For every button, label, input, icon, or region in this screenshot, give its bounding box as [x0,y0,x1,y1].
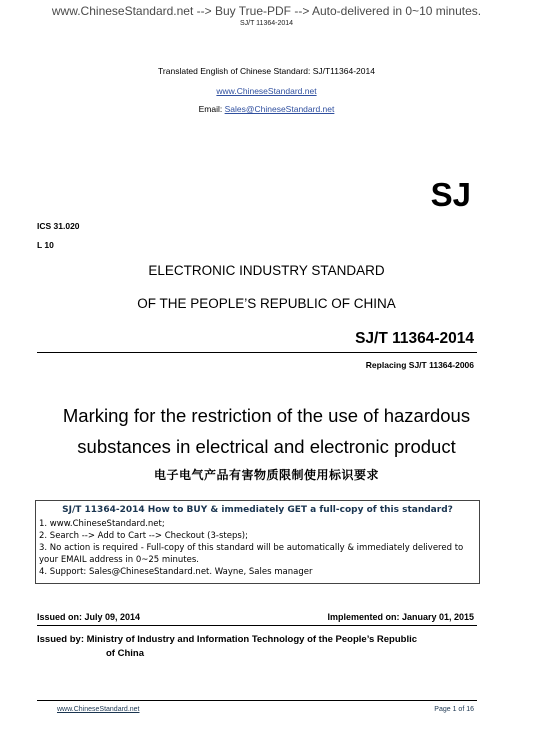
purchase-step: 4. Support: Sales@ChineseStandard.net. Wayne, Sales manager [39,567,313,577]
translated-note: Translated English of Chinese Standard: SJ/T11364-2014 [158,66,375,76]
purchase-info-box [35,500,480,584]
header-standard-code: SJ/T 11364-2014 [239,20,294,27]
purchase-step: 3. No action is required - Full-copy of this standard will be automatically & immediately delivered to [39,543,464,553]
standard-mark: SJ [430,176,471,213]
issued-date: Issued on: July 09, 2014 [37,612,141,622]
document-title [0,400,533,462]
classification-code: L 10 [37,240,54,250]
standard-type-line2: OF THE PEOPLE’S REPUBLIC OF CHINA [137,296,396,311]
document-title-line2: substances in electrical and electronic product [77,436,456,457]
purchase-box-heading: SJ/T 11364-2014 How to BUY & immediately GET a full-copy of this standard? [62,505,453,515]
purchase-steps-list [39,518,463,578]
standard-type-line1: ELECTRONIC INDUSTRY STANDARD [148,263,385,278]
purchase-step: 2. Search --> Add to Cart --> Checkout (3-steps); [39,531,248,541]
document-title-line1: Marking for the restriction of the use of hazardous [62,405,471,426]
email-link[interactable]: Sales@ChineseStandard.net [224,104,335,114]
replacing-note: Replacing SJ/T 11364-2006 [365,360,474,370]
issuer-line2: of China [106,648,144,659]
purchase-step: your EMAIL address in 0~25 minutes. [39,555,199,565]
title-divider [37,352,477,353]
footer-website-link[interactable]: www.ChineseStandard.net [57,706,140,713]
footer-divider [37,700,477,701]
page-number: Page 1 of 16 [434,706,474,713]
top-banner: www.ChineseStandard.net --> Buy True-PDF --> Auto-delivered in 0~10 minutes. [51,4,482,18]
website-link[interactable]: www.ChineseStandard.net [216,86,317,96]
purchase-step: 1. www.ChineseStandard.net; [39,519,165,529]
ics-code: ICS 31.020 [37,221,80,231]
issuer-line1: Issued by: Ministry of Industry and Information Technology of the People’s Republic [37,634,418,645]
email-line [0,104,533,114]
issuer-block [37,633,487,661]
implemented-date: Implemented on: January 01, 2015 [327,612,474,622]
email-label: Email: [198,104,225,114]
dates-row [37,612,474,622]
chinese-title: 电子电气产品有害物质限制使用标识要求 [153,468,379,482]
dates-divider [37,625,477,626]
standard-number: SJ/T 11364-2014 [355,330,474,347]
